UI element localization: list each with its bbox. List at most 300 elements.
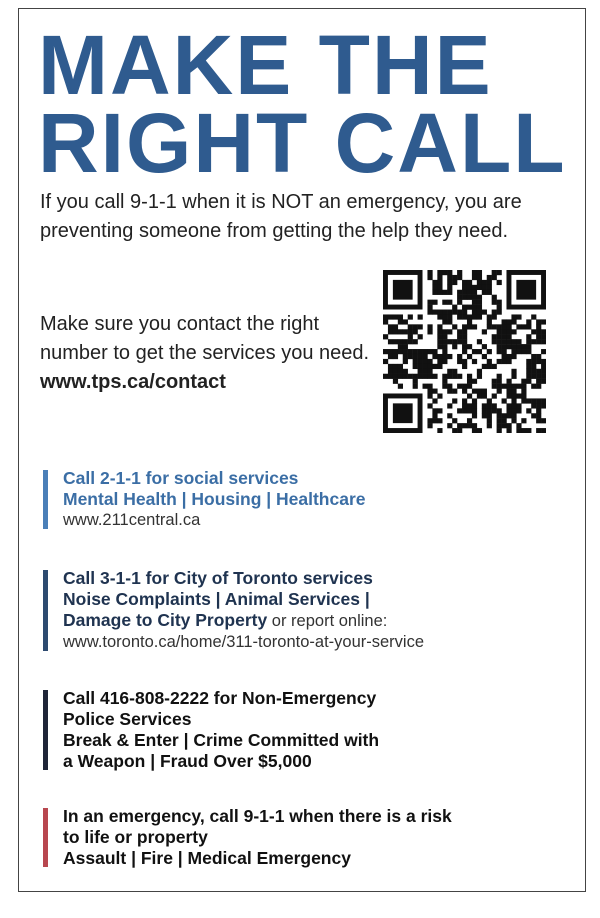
qr-module: [497, 374, 502, 379]
qr-module: [462, 314, 467, 319]
qr-module: [482, 389, 487, 394]
qr-module: [432, 354, 437, 359]
qr-module: [467, 290, 472, 295]
qr-module: [393, 349, 398, 354]
qr-module: [408, 339, 413, 344]
section-heading: to life or property: [63, 827, 208, 847]
qr-module: [516, 324, 521, 329]
qr-module: [432, 285, 437, 290]
qr-module: [388, 354, 393, 359]
section-bar: [43, 690, 48, 770]
qr-module: [457, 428, 462, 433]
qr-module: [521, 428, 526, 433]
qr-module: [516, 408, 521, 413]
qr-module: [536, 418, 541, 423]
qr-module: [487, 359, 492, 364]
qr-module: [506, 329, 511, 334]
qr-module: [408, 329, 413, 334]
qr-module: [452, 339, 457, 344]
qr-module: [388, 349, 393, 354]
qr-module: [511, 369, 516, 374]
section-211: [43, 468, 593, 531]
qr-module: [502, 319, 507, 324]
qr-module: [408, 334, 413, 339]
qr-module: [403, 359, 408, 364]
qr-module: [541, 398, 546, 403]
qr-module: [497, 379, 502, 384]
qr-module: [541, 329, 546, 334]
qr-module: [457, 339, 462, 344]
qr-module: [497, 334, 502, 339]
qr-module: [452, 344, 457, 349]
qr-module: [447, 310, 452, 315]
qr-module: [427, 423, 432, 428]
qr-module: [398, 364, 403, 369]
qr-module: [531, 364, 536, 369]
qr-module: [506, 384, 511, 389]
section-heading: Call 3-1-1 for City of Toronto services: [63, 568, 373, 588]
qr-module: [506, 413, 511, 418]
qr-module: [413, 359, 418, 364]
qr-module: [502, 324, 507, 329]
qr-module: [418, 359, 423, 364]
qr-module: [423, 374, 428, 379]
qr-module: [457, 334, 462, 339]
qr-module: [526, 359, 531, 364]
section-heading: In an emergency, call 9-1-1 when there is a risk: [63, 806, 452, 826]
qr-module: [437, 418, 442, 423]
qr-module: [447, 339, 452, 344]
qr-module: [457, 290, 462, 295]
qr-module: [487, 423, 492, 428]
qr-module: [383, 374, 388, 379]
qr-module: [511, 339, 516, 344]
qr-module: [502, 329, 507, 334]
qr-module: [492, 393, 497, 398]
qr-module: [457, 310, 462, 315]
qr-module: [398, 329, 403, 334]
qr-module: [536, 428, 541, 433]
qr-module: [472, 408, 477, 413]
qr-module: [487, 413, 492, 418]
qr-module: [388, 364, 393, 369]
section-url[interactable]: www.toronto.ca/home/311-toronto-at-your-service: [63, 633, 425, 651]
qr-module: [506, 344, 511, 349]
qr-module: [457, 295, 462, 300]
qr-module: [497, 310, 502, 315]
qr-module: [502, 413, 507, 418]
qr-module: [437, 275, 442, 280]
qr-module: [502, 423, 507, 428]
qr-module: [511, 393, 516, 398]
qr-module: [482, 329, 487, 334]
qr-module: [506, 339, 511, 344]
qr-module: [418, 349, 423, 354]
qr-module: [452, 275, 457, 280]
qr-module: [472, 290, 477, 295]
qr-module: [526, 319, 531, 324]
qr-module: [487, 290, 492, 295]
qr-module: [477, 349, 482, 354]
qr-module: [477, 310, 482, 315]
qr-module: [492, 364, 497, 369]
qr-module: [492, 408, 497, 413]
qr-module: [531, 369, 536, 374]
qr-module: [393, 379, 398, 384]
qr-module: [487, 324, 492, 329]
qr-module: [437, 344, 442, 349]
qr-module: [462, 398, 467, 403]
qr-module: [531, 413, 536, 418]
qr-module: [497, 384, 502, 389]
qr-module: [427, 389, 432, 394]
qr-module: [487, 319, 492, 324]
qr-module: [427, 384, 432, 389]
qr-module: [437, 310, 442, 315]
qr-module: [432, 364, 437, 369]
qr-module: [492, 275, 497, 280]
qr-module: [511, 398, 516, 403]
qr-module: [437, 280, 442, 285]
section-bar: [43, 470, 48, 529]
qr-module: [393, 329, 398, 334]
qr-module: [521, 344, 526, 349]
qr-module: [536, 319, 541, 324]
qr-module: [388, 374, 393, 379]
section-services: a Weapon | Fraud Over $5,000: [63, 751, 312, 771]
section-heading: Police Services: [63, 709, 192, 729]
qr-module: [521, 398, 526, 403]
qr-module: [521, 418, 526, 423]
qr-module: [521, 384, 526, 389]
qr-module: [462, 329, 467, 334]
qr-module: [516, 384, 521, 389]
section-services: Damage to City Property: [63, 610, 268, 630]
qr-module: [452, 324, 457, 329]
qr-module: [477, 428, 482, 433]
qr-module: [511, 319, 516, 324]
qr-module: [447, 384, 452, 389]
qr-module: [393, 369, 398, 374]
qr-module: [457, 408, 462, 413]
qr-module: [452, 369, 457, 374]
qr-module: [506, 423, 511, 428]
section-bar: [43, 570, 48, 651]
qr-module: [541, 319, 546, 324]
qr-module: [403, 319, 408, 324]
qr-module: [477, 270, 482, 275]
qr-module: [447, 319, 452, 324]
qr-module: [516, 349, 521, 354]
qr-module: [437, 324, 442, 329]
qr-module: [526, 344, 531, 349]
qr-code[interactable]: [383, 270, 546, 433]
qr-module: [442, 379, 447, 384]
qr-module: [541, 369, 546, 374]
qr-module: [467, 354, 472, 359]
qr-module: [388, 324, 393, 329]
qr-module: [497, 339, 502, 344]
section-url[interactable]: www.211central.ca: [63, 511, 201, 529]
qr-module: [521, 324, 526, 329]
qr-module: [427, 374, 432, 379]
qr-module: [497, 324, 502, 329]
qr-module: [432, 374, 437, 379]
qr-module: [423, 349, 428, 354]
qr-module: [447, 403, 452, 408]
qr-module: [418, 374, 423, 379]
qr-module: [413, 364, 418, 369]
qr-module: [472, 398, 477, 403]
qr-module: [427, 393, 432, 398]
qr-module: [536, 379, 541, 384]
qr-module: [541, 418, 546, 423]
qr-module: [502, 384, 507, 389]
qr-module: [423, 364, 428, 369]
qr-module: [521, 379, 526, 384]
qr-module: [536, 339, 541, 344]
qr-module: [418, 369, 423, 374]
qr-module: [487, 408, 492, 413]
section-311: [43, 568, 593, 653]
qr-module: [472, 314, 477, 319]
qr-module: [536, 384, 541, 389]
qr-module: [487, 364, 492, 369]
qr-module: [383, 319, 388, 324]
contact-block: [40, 310, 370, 397]
section-heading: Call 2-1-1 for social services: [63, 468, 299, 488]
qr-module: [521, 389, 526, 394]
qr-module: [403, 339, 408, 344]
qr-module: [408, 324, 413, 329]
qr-module: [506, 324, 511, 329]
qr-module: [383, 334, 388, 339]
qr-module: [427, 275, 432, 280]
qr-module: [477, 374, 482, 379]
qr-module: [432, 389, 437, 394]
qr-module: [541, 403, 546, 408]
qr-module: [427, 270, 432, 275]
qr-module: [511, 418, 516, 423]
qr-module: [442, 310, 447, 315]
qr-module: [413, 374, 418, 379]
qr-module: [536, 369, 541, 374]
qr-module: [502, 344, 507, 349]
qr-module: [432, 280, 437, 285]
contact-text: Make sure you contact the right number to get the services you need.: [40, 313, 370, 364]
qr-module: [413, 384, 418, 389]
qr-module: [511, 389, 516, 394]
qr-module: [442, 319, 447, 324]
qr-module: [526, 369, 531, 374]
qr-module: [442, 329, 447, 334]
qr-module: [516, 393, 521, 398]
qr-module: [497, 344, 502, 349]
qr-module: [487, 349, 492, 354]
intro-text: If you call 9-1-1 when it is NOT an emergency, you are preventing someone from getting the help they need.: [40, 191, 522, 242]
qr-module: [413, 349, 418, 354]
qr-module: [427, 324, 432, 329]
qr-module: [492, 379, 497, 384]
qr-module: [398, 369, 403, 374]
qr-module: [447, 423, 452, 428]
qr-module: [437, 364, 442, 369]
qr-module: [393, 324, 398, 329]
qr-module: [531, 398, 536, 403]
qr-module: [502, 418, 507, 423]
qr-module: [477, 295, 482, 300]
qr-module: [536, 403, 541, 408]
section-services: Noise Complaints | Animal Services |: [63, 589, 370, 609]
qr-module: [442, 359, 447, 364]
qr-module: [531, 329, 536, 334]
qr-module: [477, 393, 482, 398]
qr-module: [403, 374, 408, 379]
qr-module: [447, 280, 452, 285]
qr-module: [413, 324, 418, 329]
qr-module: [472, 305, 477, 310]
qr-module: [511, 329, 516, 334]
qr-module: [452, 418, 457, 423]
qr-module: [506, 359, 511, 364]
qr-module: [447, 354, 452, 359]
qr-module: [497, 423, 502, 428]
qr-module: [482, 290, 487, 295]
qr-module: [497, 413, 502, 418]
qr-module: [452, 305, 457, 310]
qr-module: [462, 364, 467, 369]
qr-module: [506, 428, 511, 433]
qr-module: [492, 295, 497, 300]
qr-module: [477, 339, 482, 344]
qr-module: [467, 295, 472, 300]
qr-module: [462, 344, 467, 349]
qr-module: [467, 319, 472, 324]
qr-module: [457, 354, 462, 359]
qr-module: [536, 329, 541, 334]
qr-module: [427, 418, 432, 423]
qr-module: [531, 384, 536, 389]
qr-module: [457, 300, 462, 305]
qr-module: [531, 354, 536, 359]
qr-module: [467, 384, 472, 389]
qr-module: [432, 398, 437, 403]
qr-module: [482, 413, 487, 418]
contact-url[interactable]: www.tps.ca/contact: [40, 371, 226, 393]
qr-module: [477, 314, 482, 319]
qr-module: [462, 359, 467, 364]
qr-module: [482, 364, 487, 369]
qr-module: [457, 329, 462, 334]
qr-module: [477, 285, 482, 290]
qr-module: [437, 339, 442, 344]
qr-module: [526, 339, 531, 344]
qr-module: [497, 418, 502, 423]
qr-module: [427, 403, 432, 408]
qr-module: [492, 384, 497, 389]
qr-module: [467, 324, 472, 329]
section-heading: Call 416-808-2222 for Non-Emergency: [63, 688, 377, 708]
qr-module: [536, 359, 541, 364]
qr-module: [467, 314, 472, 319]
qr-module: [452, 389, 457, 394]
qr-module: [442, 314, 447, 319]
qr-module: [531, 374, 536, 379]
qr-module: [408, 349, 413, 354]
qr-module: [442, 300, 447, 305]
qr-module: [506, 389, 511, 394]
qr-module: [462, 290, 467, 295]
qr-module: [487, 403, 492, 408]
qr-module: [541, 374, 546, 379]
qr-module: [427, 305, 432, 310]
qr-module: [462, 339, 467, 344]
qr-module: [526, 324, 531, 329]
qr-module: [383, 314, 388, 319]
qr-module: [452, 374, 457, 379]
qr-module: [477, 369, 482, 374]
qr-module: [398, 314, 403, 319]
qr-module: [492, 300, 497, 305]
qr-module: [516, 314, 521, 319]
qr-module: [541, 349, 546, 354]
qr-module: [467, 344, 472, 349]
qr-module: [383, 349, 388, 354]
qr-module: [393, 364, 398, 369]
qr-module: [457, 275, 462, 280]
qr-module: [502, 354, 507, 359]
qr-module: [427, 329, 432, 334]
qr-module: [447, 270, 452, 275]
qr-module: [506, 319, 511, 324]
qr-module: [437, 329, 442, 334]
qr-module: [497, 329, 502, 334]
qr-module: [457, 374, 462, 379]
qr-module: [497, 408, 502, 413]
qr-module: [442, 354, 447, 359]
qr-module: [487, 398, 492, 403]
qr-module: [497, 389, 502, 394]
section-services: Assault | Fire | Medical Emergency: [63, 848, 351, 868]
qr-module: [526, 364, 531, 369]
qr-module: [541, 428, 546, 433]
qr-module: [462, 295, 467, 300]
headline-line1: MAKE THE: [38, 18, 493, 112]
qr-module: [541, 339, 546, 344]
qr-module: [437, 393, 442, 398]
qr-module: [511, 384, 516, 389]
qr-module: [526, 334, 531, 339]
qr-module: [408, 374, 413, 379]
qr-module: [447, 369, 452, 374]
qr-module: [472, 300, 477, 305]
qr-module: [447, 300, 452, 305]
qr-module: [447, 275, 452, 280]
qr-module: [506, 408, 511, 413]
qr-module: [536, 398, 541, 403]
qr-module: [472, 324, 477, 329]
qr-module: [536, 324, 541, 329]
qr-module: [541, 364, 546, 369]
qr-module: [427, 359, 432, 364]
qr-module: [516, 280, 536, 300]
qr-module: [393, 403, 413, 423]
qr-module: [437, 359, 442, 364]
qr-module: [442, 270, 447, 275]
qr-module: [482, 285, 487, 290]
qr-module: [413, 379, 418, 384]
qr-module: [482, 354, 487, 359]
